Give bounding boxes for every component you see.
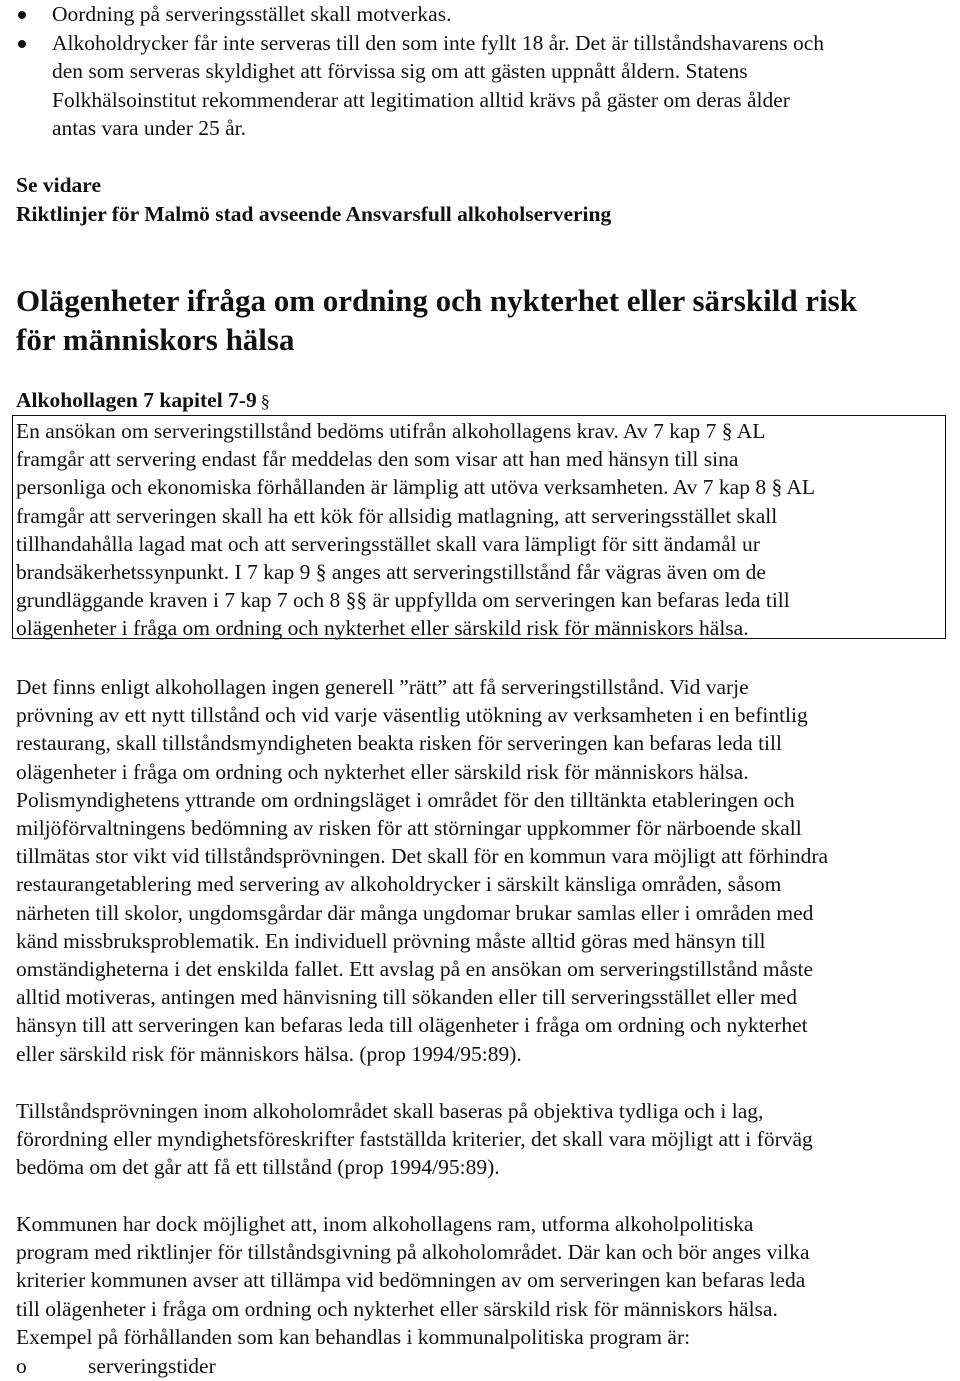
text-line: omständigheterna i det enskilda fallet. Ett avslag på en ansökan om serveringstillstånd måste bbox=[16, 957, 814, 982]
see-also bbox=[16, 171, 611, 228]
paragraph bbox=[16, 1097, 946, 1182]
text-line: Tillståndsprövningen inom alkoholområdet skall baseras på objektiva tydliga och i lag, bbox=[16, 1099, 764, 1123]
text-line: alltid motiveras, antingen med hänvisning till sökanden eller till serveringsstället eller med bbox=[16, 985, 797, 1010]
text-line: närheten till skolor, ungdomsgårdar där många ungdomar brukar samlas eller i områden med bbox=[16, 900, 814, 925]
list-item bbox=[0, 0, 960, 29]
text-line: program med riktlinjer för tillståndsgivning på alkoholområdet. Där kan och bör anges vilka bbox=[16, 1240, 810, 1265]
law-reference-label: Alkohollagen 7 kapitel 7-9 bbox=[16, 388, 257, 412]
bullet-text bbox=[52, 29, 942, 143]
sub-list-item bbox=[16, 1352, 216, 1380]
bullet-dot-icon bbox=[18, 11, 26, 19]
paragraph bbox=[16, 1210, 946, 1351]
text-line: Det finns enligt alkohollagen ingen generell ”rätt” att få serveringstillstånd. Vid varje bbox=[16, 675, 749, 699]
text-line: förordning eller myndighetsföreskrifter fastställda kriterier, det skall vara möjligt att i förväg bbox=[16, 1127, 813, 1152]
text-line: En ansökan om serveringstillstånd bedöms utifrån alkohollagens krav. Av 7 kap 7 § AL bbox=[16, 419, 766, 443]
text-line: kriterier kommunen avser att tillämpa vid bedömningen av om serveringen kan befaras leda bbox=[16, 1268, 806, 1293]
text-line: framgår att serveringen skall ha ett kök för allsidig matlagning, att serveringsstället skall bbox=[16, 503, 778, 528]
text-line: Alkoholdrycker får inte serveras till den som inte fyllt 18 år. Det är tillståndshavarens och bbox=[52, 30, 824, 55]
text-line: tillmätas stor vikt vid tillståndsprövningen. Det skall för en kommun vara möjligt att förhindra bbox=[16, 844, 829, 869]
text-line: grundläggande kraven i 7 kap 7 och 8 §§ är uppfyllda om serveringen kan befaras leda till bbox=[16, 588, 790, 613]
bullet-dot-icon bbox=[18, 40, 26, 48]
text-line: till olägenheter i fråga om ordning och nykterhet eller särskild risk för människors hälsa. bbox=[16, 1296, 778, 1321]
text-line: olägenheter i fråga om ordning och nykterhet eller särskild risk för människors hälsa. bbox=[16, 759, 749, 784]
text-line: miljöförvaltningens bedömning av risken för att störningar uppkommer för närboende skall bbox=[16, 816, 802, 841]
text-line: prövning av ett nytt tillstånd och vid varje väsentlig utökning av verksamheten i en befintlig bbox=[16, 703, 808, 728]
text-line: den som serveras skyldighet att förvissa sig om att gästen uppnått åldern. Statens bbox=[52, 59, 748, 83]
text-line: bedöma om det går att få ett tillstånd (prop 1994/95:89). bbox=[16, 1155, 500, 1180]
text-line: brandsäkerhetssynpunkt. I 7 kap 9 § anges att serveringstillstånd får vägras även om de bbox=[16, 560, 766, 585]
see-also-reference: Riktlinjer för Malmö stad avseende Ansvarsfull alkoholservering bbox=[16, 201, 612, 226]
law-reference bbox=[16, 386, 270, 415]
text-line: restaurang, skall tillståndsmyndigheten beakta risken för serveringen kan befaras leda till bbox=[16, 731, 782, 756]
text-line: Oordning på serveringsstället skall motverkas. bbox=[52, 2, 452, 26]
see-also-label: Se vidare bbox=[16, 173, 102, 197]
text-line: eller särskild risk för människors hälsa. (prop 1994/95:89). bbox=[16, 1041, 522, 1066]
text-line: framgår att servering endast får meddelas den som visar att han med hänsyn till sina bbox=[16, 447, 739, 472]
text-line: känd missbruksproblematik. En individuell prövning måste alltid göras med hänsyn till bbox=[16, 928, 766, 953]
bullet-list bbox=[0, 0, 960, 143]
text-line: Polismyndighetens yttrande om ordningsläget i området för den tilltänkta etableringen och bbox=[16, 787, 795, 812]
bullet-text bbox=[52, 0, 942, 29]
heading-line: för människors hälsa bbox=[16, 321, 295, 357]
text-line: Folkhälsoinstitut rekommenderar att legitimation alltid krävs på gäster om deras ålder bbox=[52, 87, 790, 112]
text-line: hänsyn till att serveringen kan befaras leda till olägenheter i fråga om ordning och nykterhet bbox=[16, 1013, 808, 1038]
text-line: personliga och ekonomiska förhållanden är lämplig att utöva verksamheten. Av 7 kap 8 § AL bbox=[16, 475, 816, 500]
paragraph bbox=[16, 673, 946, 1068]
text-line: Kommunen har dock möjlighet att, inom alkohollagens ram, utforma alkoholpolitiska bbox=[16, 1212, 754, 1236]
section-heading bbox=[16, 282, 946, 359]
text-line: olägenheter i fråga om ordning och nykterhet eller särskild risk för människors hälsa. bbox=[16, 616, 749, 641]
circle-bullet-icon: o bbox=[16, 1354, 27, 1378]
section-sign: § bbox=[260, 391, 270, 411]
list-item bbox=[0, 29, 960, 143]
boxed-paragraph bbox=[16, 417, 946, 643]
text-line: antas vara under 25 år. bbox=[52, 116, 247, 140]
heading-line: Olägenheter ifråga om ordning och nykterhet eller särskild risk bbox=[16, 283, 857, 318]
sub-list-item-text: serveringstider bbox=[88, 1354, 216, 1378]
text-line: tillhandahålla lagad mat och att serveringsstället skall vara lämpligt för sitt ändamål ur bbox=[16, 531, 760, 556]
text-line: Exempel på förhållanden som kan behandlas i kommunalpolitiska program är: bbox=[16, 1324, 691, 1349]
text-line: restaurangetablering med servering av alkoholdrycker i särskilt känsliga områden, såsom bbox=[16, 872, 782, 897]
